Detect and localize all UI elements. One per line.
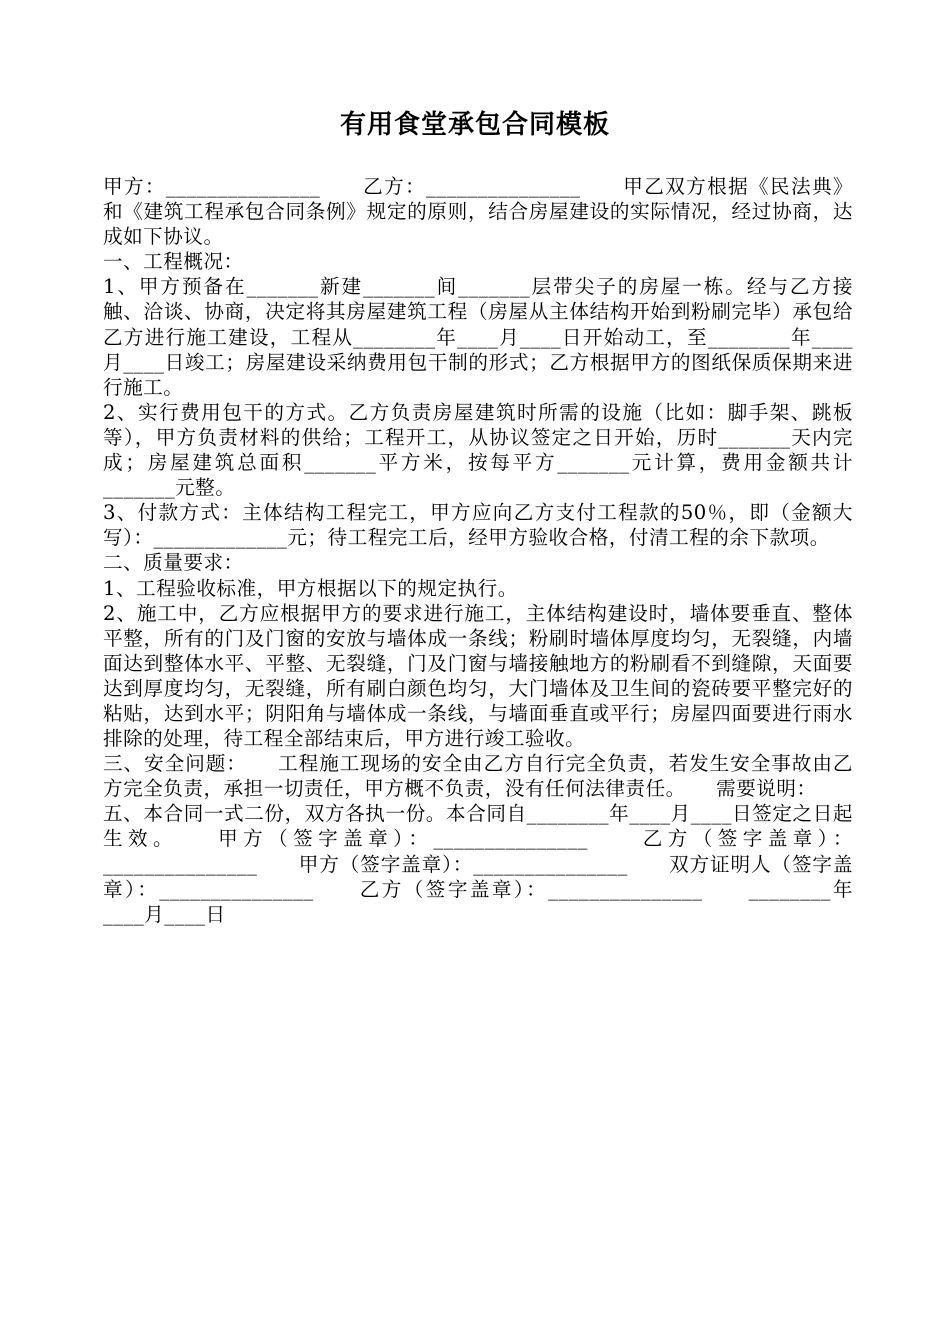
clause-1-1: 1、甲方预备在_______新建_______间_______层带尖子的房屋一栋。经与乙方接触、洽谈、协商，决定将其房屋建筑工程（房屋从主体结构开始到粉刷完毕）承包给乙方进行施工建设，工程从________年____月____日开始动工，至________年____月____日竣工；房屋建设采纳费用包干制的形式；乙方根据甲方的图纸保质保期来进行施工。 [103,275,853,399]
document-title: 有用食堂承包合同模板 [339,110,610,140]
clause-1-2: 2、实行费用包干的方式。乙方负责房屋建筑时所需的设施（比如：脚手架、跳板等），甲方负责材料的供给；工程开工，从协议签定之日开始，历时_______天内完成；房屋建筑总面积_______平方米，按每平方_______元计算，费用金额共计_______元整。 [103,400,853,500]
section-signatures: 五、本合同一式二份，双方各执一份。本合同自________年____月____日签定之日起生效。 甲方（签字盖章）：_______________ 乙方（签字盖章）：_______________ 甲方（签字盖章）：_______________ 双方证明人（签字盖章）：_______________ 乙方（签字盖章）：_______________ ________年____月____日 [103,802,853,926]
section-heading-project-overview: 一、工程概况： [103,250,244,274]
clause-2-2: 2、施工中，乙方应根据甲方的要求进行施工，主体结构建设时，墙体要垂直、整体平整，所有的门及门窗的安放与墙体成一条线；粉刷时墙体厚度均匀，无裂缝，内墙面达到整体水平、平整、无裂缝，门及门窗与墙接触地方的粉刷看不到缝隙，天面要达到厚度均匀，无裂缝，所有刷白颜色均匀，大门墙体及卫生间的瓷砖要平整完好的粘贴，达到水平；阴阳角与墙体成一条线，与墙面垂直或平行；房屋四面要进行雨水排除的处理，待工程全部结束后，甲方进行竣工验收。 [103,601,853,751]
clause-2-1: 1、工程验收标准，甲方根据以下的规定执行。 [103,576,518,600]
document-body [103,174,853,927]
intro-paragraph: 甲方：_______________ 乙方：_______________ 甲乙双方根据《民法典》和《建筑工程承包合同条例》规定的原则，结合房屋建设的实际情况，经过协商，达成如下协议。 [103,175,853,249]
section-heading-quality: 二、质量要求： [103,551,244,575]
section-safety: 三、安全问题： 工程施工现场的安全由乙方自行完全负责，若发生安全事故由乙方完全负责，承担一切责任，甲方概不负责，没有任何法律责任。 需要说明： [103,752,853,801]
clause-1-3: 3、付款方式：主体结构工程完工，甲方应向乙方支付工程款的50％，即（金额大写）：_____________元；待工程完工后，经甲方验收合格，付清工程的余下款项。 [103,501,853,550]
